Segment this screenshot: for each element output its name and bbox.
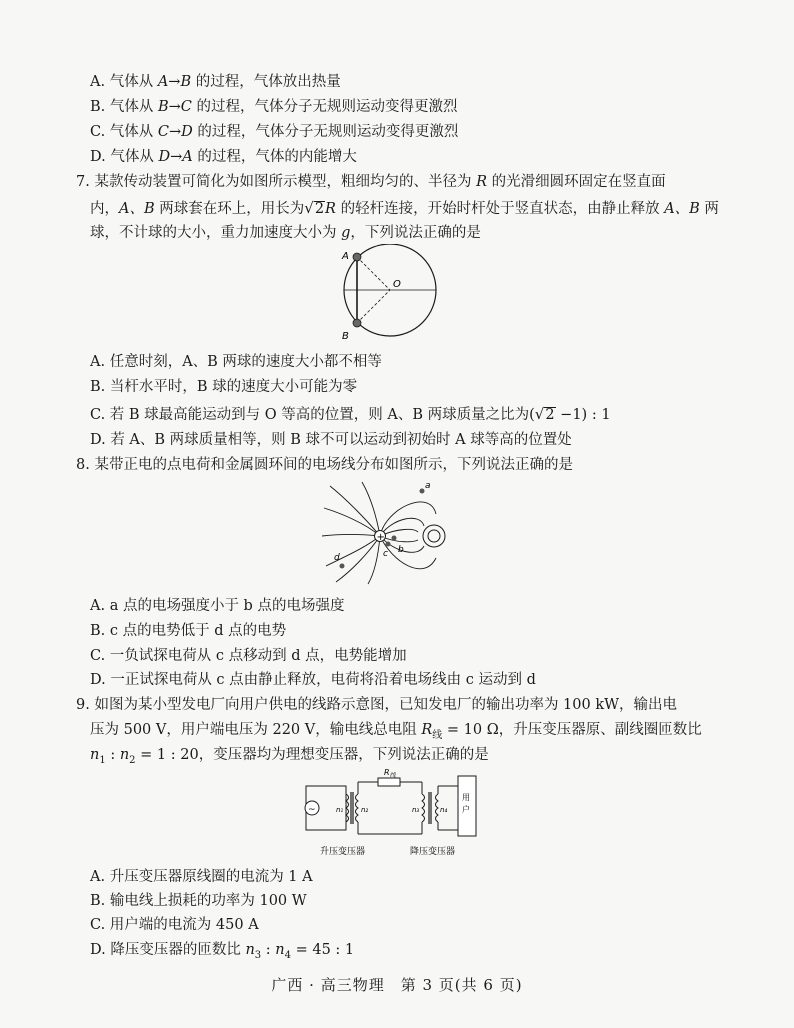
point-b	[392, 536, 397, 541]
q6-option-a: A. 气体从 A→B 的过程，气体放出热量	[90, 74, 341, 90]
q9-stem-line3: $n_1$ : $n_2 = 1$ : 20，变压器均为理想变压器，下列说法正确的是	[90, 747, 489, 766]
q7-stem-line3: 球，不计球的大小，重力加速度大小为 g，下列说法正确的是	[90, 225, 481, 241]
label-a: a	[425, 481, 431, 491]
q7-stem-line2: 内，A、B 两球套在环上，用长为√2R 的轻杆连接，开始时杆处于竖直状态，由静止释放 A、B 两	[90, 199, 719, 217]
q7-option-c: C. 若 B 球最高能运动到与 O 等高的位置，则 A、B 两球质量之比为(√2 −1) : 1	[90, 405, 611, 423]
ball-a	[353, 253, 361, 261]
q8-option-b: B. c 点的电势低于 d 点的电势	[90, 623, 287, 639]
point-a	[420, 489, 425, 494]
ball-b	[353, 319, 361, 327]
line-resistor	[378, 778, 400, 786]
q7-stem-line1: 7. 某款传动装置可简化为如图所示模型，粗细均匀的、半径为 R 的光滑细圆环固定在竖直面	[76, 174, 666, 190]
q9-stem-line1: 9. 如图为某小型发电厂向用户供电的线路示意图，已知发电厂的输出功率为 100 kW，输出电	[76, 697, 678, 713]
q6-option-d: D. 气体从 D→A 的过程，气体的内能增大	[90, 149, 357, 165]
q9-circuit-figure	[298, 768, 484, 860]
label-d: d	[334, 553, 340, 563]
label-b: b	[398, 545, 404, 555]
metal-ring-inner	[428, 530, 440, 542]
label-n1: n₁	[336, 806, 344, 814]
metal-ring-outer	[423, 525, 445, 547]
q9-option-a: A. 升压变压器原线圈的电流为 1 A	[90, 869, 313, 885]
label-r: $R_线$	[384, 768, 396, 779]
q7-option-d: D. 若 A、B 两球质量相等，则 B 球不可以运动到初始时 A 球等高的位置处	[90, 432, 572, 448]
radius-to-b	[357, 290, 390, 323]
q9-stem-line2: 压为 500 V，用户端电压为 220 V，输电线总电阻 $R_线 = 10$ Ω，升压变压器原、副线圈匝数比	[90, 722, 702, 741]
q9-option-c: C. 用户端的电流为 450 A	[90, 917, 259, 933]
q8-option-c: C. 一负试探电荷从 c 点移动到 d 点，电势能增加	[90, 648, 407, 664]
label-step-up: 升压变压器	[320, 847, 366, 857]
label-b: B	[342, 331, 349, 342]
label-o: O	[393, 279, 401, 290]
q7-option-b: B. 当杆水平时，B 球的速度大小可能为零	[90, 379, 358, 395]
q6-option-b: B. 气体从 B→C 的过程，气体分子无规则运动变得更激烈	[90, 99, 458, 115]
label-step-down: 降压变压器	[410, 847, 456, 857]
q7-option-a: A. 任意时刻，A、B 两球的速度大小都不相等	[90, 354, 382, 370]
point-d	[340, 564, 345, 569]
point-c	[386, 542, 391, 547]
q9-option-d: D. 降压变压器的匝数比 $n_3$ : $n_4 = 45$ : 1	[90, 942, 355, 961]
q8-field-figure	[320, 478, 456, 586]
label-user-1: 用	[462, 793, 470, 802]
label-a: A	[342, 251, 349, 262]
label-n2: n₂	[361, 806, 369, 814]
plus-sign: +	[376, 532, 385, 543]
q7-ring-figure	[330, 244, 450, 348]
q6-option-c: C. 气体从 C→D 的过程，气体分子无规则运动变得更激烈	[90, 124, 459, 140]
q8-option-d: D. 一正试探电荷从 c 点由静止释放，电荷将沿着电场线由 c 运动到 d	[90, 672, 536, 688]
label-n4: n₄	[440, 806, 448, 814]
q8-option-a: A. a 点的电场强度小于 b 点的电场强度	[90, 598, 345, 614]
label-user-2: 户	[462, 805, 470, 814]
page-footer: 广西 · 高三物理 第 3 页(共 6 页)	[271, 976, 523, 994]
radius-to-a	[357, 257, 390, 290]
q9-option-b: B. 输电线上损耗的功率为 100 W	[90, 893, 307, 909]
circuit-wires	[306, 782, 458, 834]
svg-text:~: ~	[308, 805, 316, 815]
label-n3: n₃	[412, 806, 420, 814]
label-c: c	[383, 549, 388, 559]
q8-stem: 8. 某带正电的点电荷和金属圆环间的电场线分布如图所示，下列说法正确的是	[76, 457, 573, 473]
